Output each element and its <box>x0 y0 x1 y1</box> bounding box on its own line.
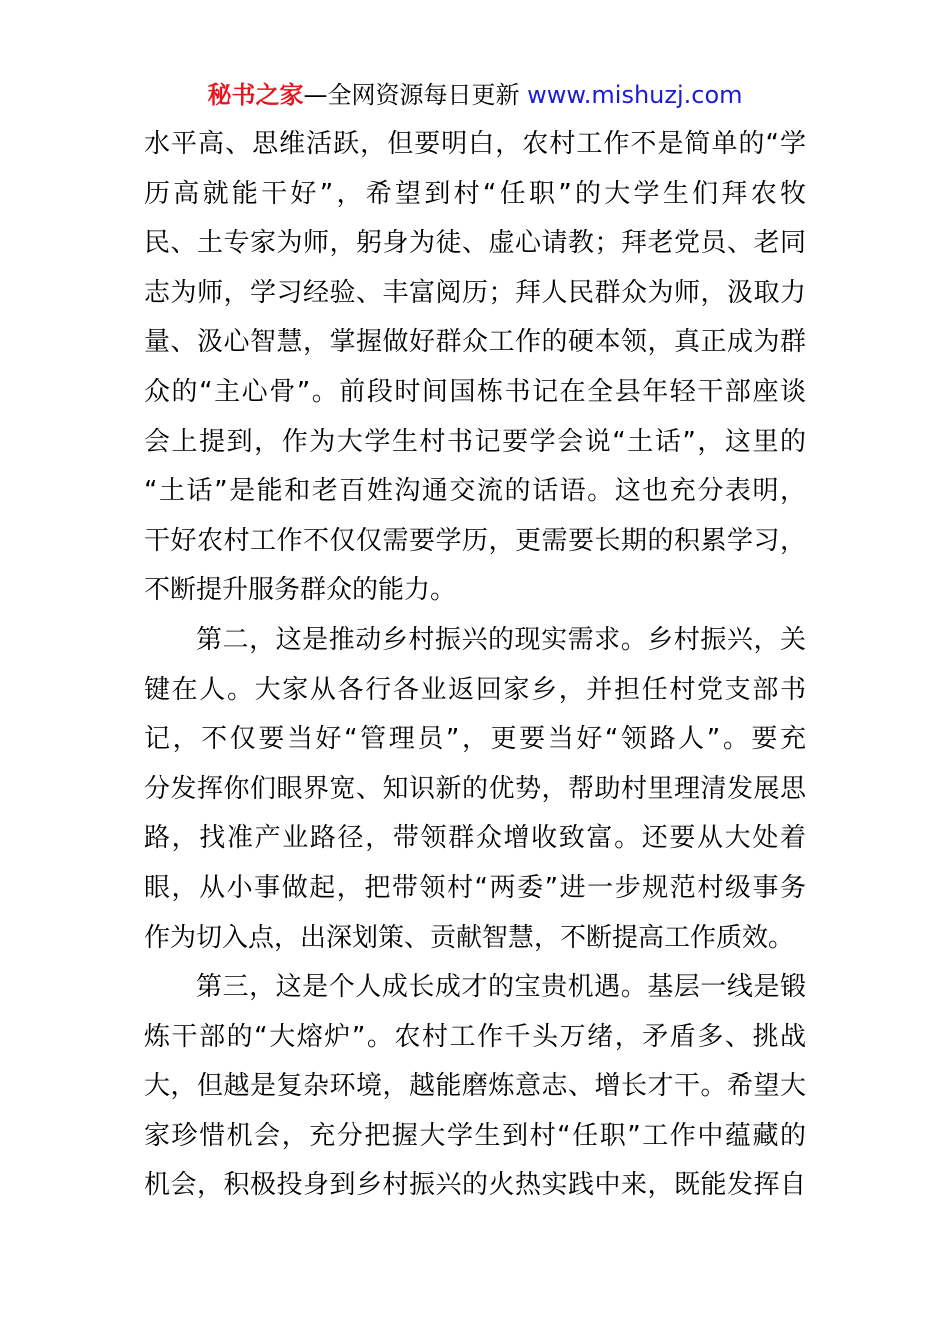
paragraph-start-line: 第二，这是推动乡村振兴的现实需求。乡村振兴，关 <box>196 624 806 655</box>
text-line: 分发挥你们眼界宽、知识新的优势，帮助村里理清发展思 <box>144 773 806 804</box>
text-line: 眼，从小事做起，把带领村“两委”进一步规范村级事务 <box>144 872 806 903</box>
text-line: 机会，积极投身到乡村振兴的火热实践中来，既能发挥自 <box>144 1170 806 1201</box>
text-line: 大，但越是复杂环境，越能磨炼意志、增长才干。希望大 <box>144 1071 806 1102</box>
text-line: 家珍惜机会，充分把握大学生到村“任职”工作中蕴藏的 <box>144 1120 806 1151</box>
site-header <box>0 78 950 112</box>
text-line: 记，不仅要当好“管理员”，更要当好“领路人”。要充 <box>144 724 806 755</box>
text-line: 不断提升服务群众的能力。 <box>144 575 457 606</box>
text-line: 志为师，学习经验、丰富阅历；拜人民群众为师，汲取力 <box>144 277 806 308</box>
paragraph-start-line: 第三，这是个人成长成才的宝贵机遇。基层一线是锻 <box>196 972 806 1003</box>
text-line: 会上提到，作为大学生村书记要学会说“土话”，这里的 <box>144 426 806 457</box>
text-line: 水平高、思维活跃，但要明白，农村工作不是简单的“学 <box>144 129 806 159</box>
site-brand: 秘书之家 <box>207 81 304 109</box>
text-line: 量、汲心智慧，掌握做好群众工作的硬本领，真正成为群 <box>144 327 806 358</box>
text-line: “土话”是能和老百姓沟通交流的话语。这也充分表明， <box>144 476 806 507</box>
text-line: 民、土专家为师，躬身为徒、虚心请教；拜老党员、老同 <box>144 228 806 259</box>
text-line: 路，找准产业路径，带领群众增收致富。还要从大处着 <box>144 823 806 854</box>
site-tagline: —全网资源每日更新 <box>303 81 528 109</box>
document-body <box>144 120 806 1211</box>
text-line: 干好农村工作不仅仅需要学历，更需要长期的积累学习， <box>144 525 806 556</box>
text-line: 作为切入点，出深划策、贡献智慧，不断提高工作质效。 <box>144 922 795 953</box>
text-line: 炼干部的“大熔炉”。农村工作千头万绪，矛盾多、挑战 <box>144 1021 806 1052</box>
text-line: 历高就能干好”，希望到村“任职”的大学生们拜农牧 <box>144 178 806 209</box>
text-line: 键在人。大家从各行各业返回家乡，并担任村党支部书 <box>144 674 806 705</box>
site-url-link[interactable]: www.mishuzj.com <box>527 81 743 109</box>
text-line: 众的“主心骨”。前段时间国栋书记在全县年轻干部座谈 <box>144 376 806 407</box>
